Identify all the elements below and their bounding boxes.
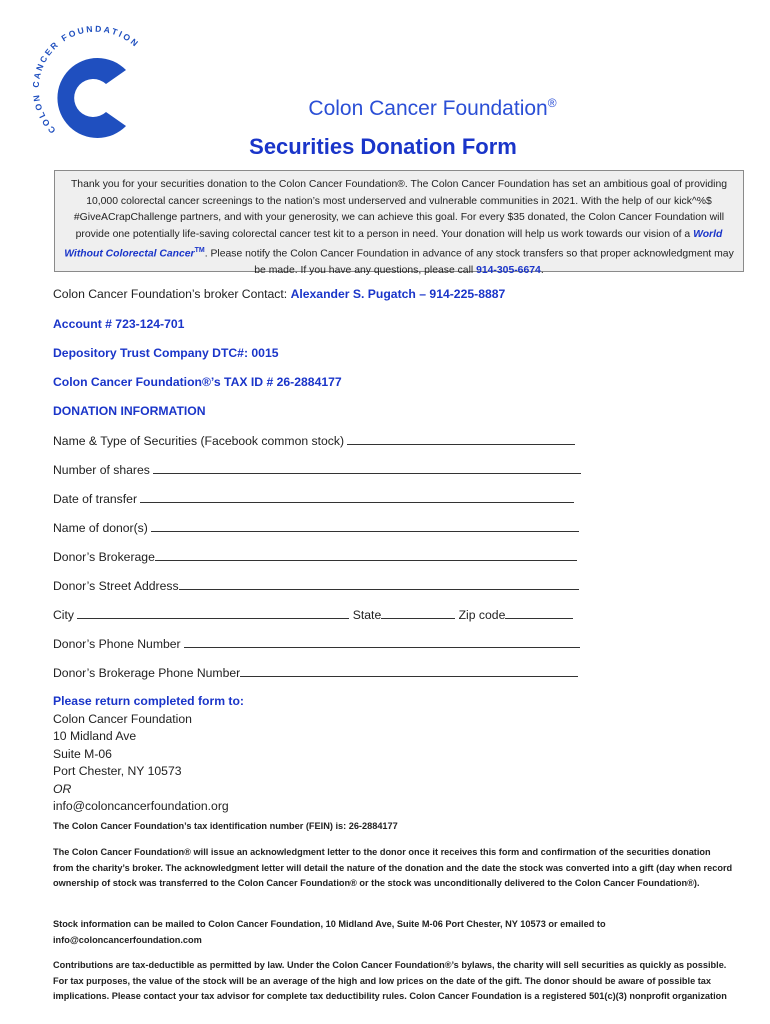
field-donor-name[interactable]: Name of donor(s) bbox=[53, 520, 579, 535]
foundation-logo bbox=[28, 18, 146, 148]
field-donor-phone[interactable]: Donor’s Phone Number bbox=[53, 636, 580, 651]
field-securities[interactable]: Name & Type of Securities (Facebook common stock) bbox=[53, 433, 575, 448]
donation-heading: DONATION INFORMATION bbox=[53, 404, 206, 418]
note-acknowledgment: The Colon Cancer Foundation® will issue an acknowledgment letter to the donor once it receives this form and confirmation of the securities donation from the charity’s broker. The acknowledgment letter will detail the nature of the donation and the date the stock was converted into a gift (day when record ownership of stock was transferred to the Colon Cancer Foundation® or the stock was unconditionally delivered to the Colon Cancer Foundation®). bbox=[53, 847, 733, 888]
field-city-state-zip[interactable]: City State Zip code bbox=[53, 607, 573, 622]
note-mail: Stock information can be mailed to Colon Cancer Foundation, 10 Midland Ave, Suite M-06 Port Chester, NY 10573 or emailed to info@coloncancerfoundation.com bbox=[53, 919, 606, 945]
return-email[interactable]: info@coloncancerfoundation.org bbox=[53, 799, 229, 814]
field-shares[interactable]: Number of shares bbox=[53, 462, 581, 477]
broker-contact: Colon Cancer Foundation’s broker Contact: Alexander S. Pugatch – 914-225-8887 bbox=[53, 287, 506, 301]
intro-box: Thank you for your securities donation to the Colon Cancer Foundation®. The Colon Cancer Foundation has set an ambitious goal of providing 10,000 colorectal cancer screenings to the nation’s most underserved and vulnerable communities in 2021. With the help of our kick^%$ #GiveACrapChallenge partners, and with your generosity, we can achieve this goal. For every $35 donated, the Colon Cancer Foundation will provide one potentially life-saving colorectal cancer test kit to a person in need. Your donation will help us work towards our vision of a World Without Colorectal Cancer™. Please notify the Colon Cancer Foundation in advance of any stock transfers so that proper acknowledgment may be made. If you have any questions, please call 914-305-6674. bbox=[54, 170, 744, 272]
return-heading: Please return completed form to: bbox=[53, 694, 244, 708]
org-title: Colon Cancer Foundation® bbox=[308, 96, 557, 120]
tax-id: Colon Cancer Foundation®’s TAX ID # 26-2884177 bbox=[53, 375, 342, 389]
logo-ring-text: COLON CANCER FOUNDATION bbox=[30, 23, 142, 136]
field-transfer-date[interactable]: Date of transfer bbox=[53, 491, 574, 506]
note-fein: The Colon Cancer Foundation’s tax identification number (FEIN) is: 26-2884177 bbox=[53, 821, 398, 831]
form-title: Securities Donation Form bbox=[249, 134, 517, 159]
field-donor-brokerage[interactable]: Donor’s Brokerage bbox=[53, 549, 577, 564]
field-brokerage-phone[interactable]: Donor’s Brokerage Phone Number bbox=[53, 665, 578, 680]
return-address: Colon Cancer Foundation 10 Midland Ave Suite M-06 Port Chester, NY 10573 OR info@coloncancerfoundation.org bbox=[53, 711, 229, 815]
dtc-number: Depository Trust Company DTC#: 0015 bbox=[53, 346, 279, 360]
field-street-address[interactable]: Donor’s Street Address bbox=[53, 578, 579, 593]
account-number: Account # 723-124-701 bbox=[53, 317, 185, 331]
note-deductible: Contributions are tax-deductible as permitted by law. Under the Colon Cancer Foundation®’s bylaws, the charity will sell securities as quickly as possible. For tax purposes, the value of the stock will be an average of the high and low prices on the date of the gift. The donor should be aware of possible tax implications. Please contact your tax advisor for complete tax deductibility rules. Colon Cancer Foundation is a registered 501(c)(3) nonprofit organization bbox=[53, 960, 727, 1001]
